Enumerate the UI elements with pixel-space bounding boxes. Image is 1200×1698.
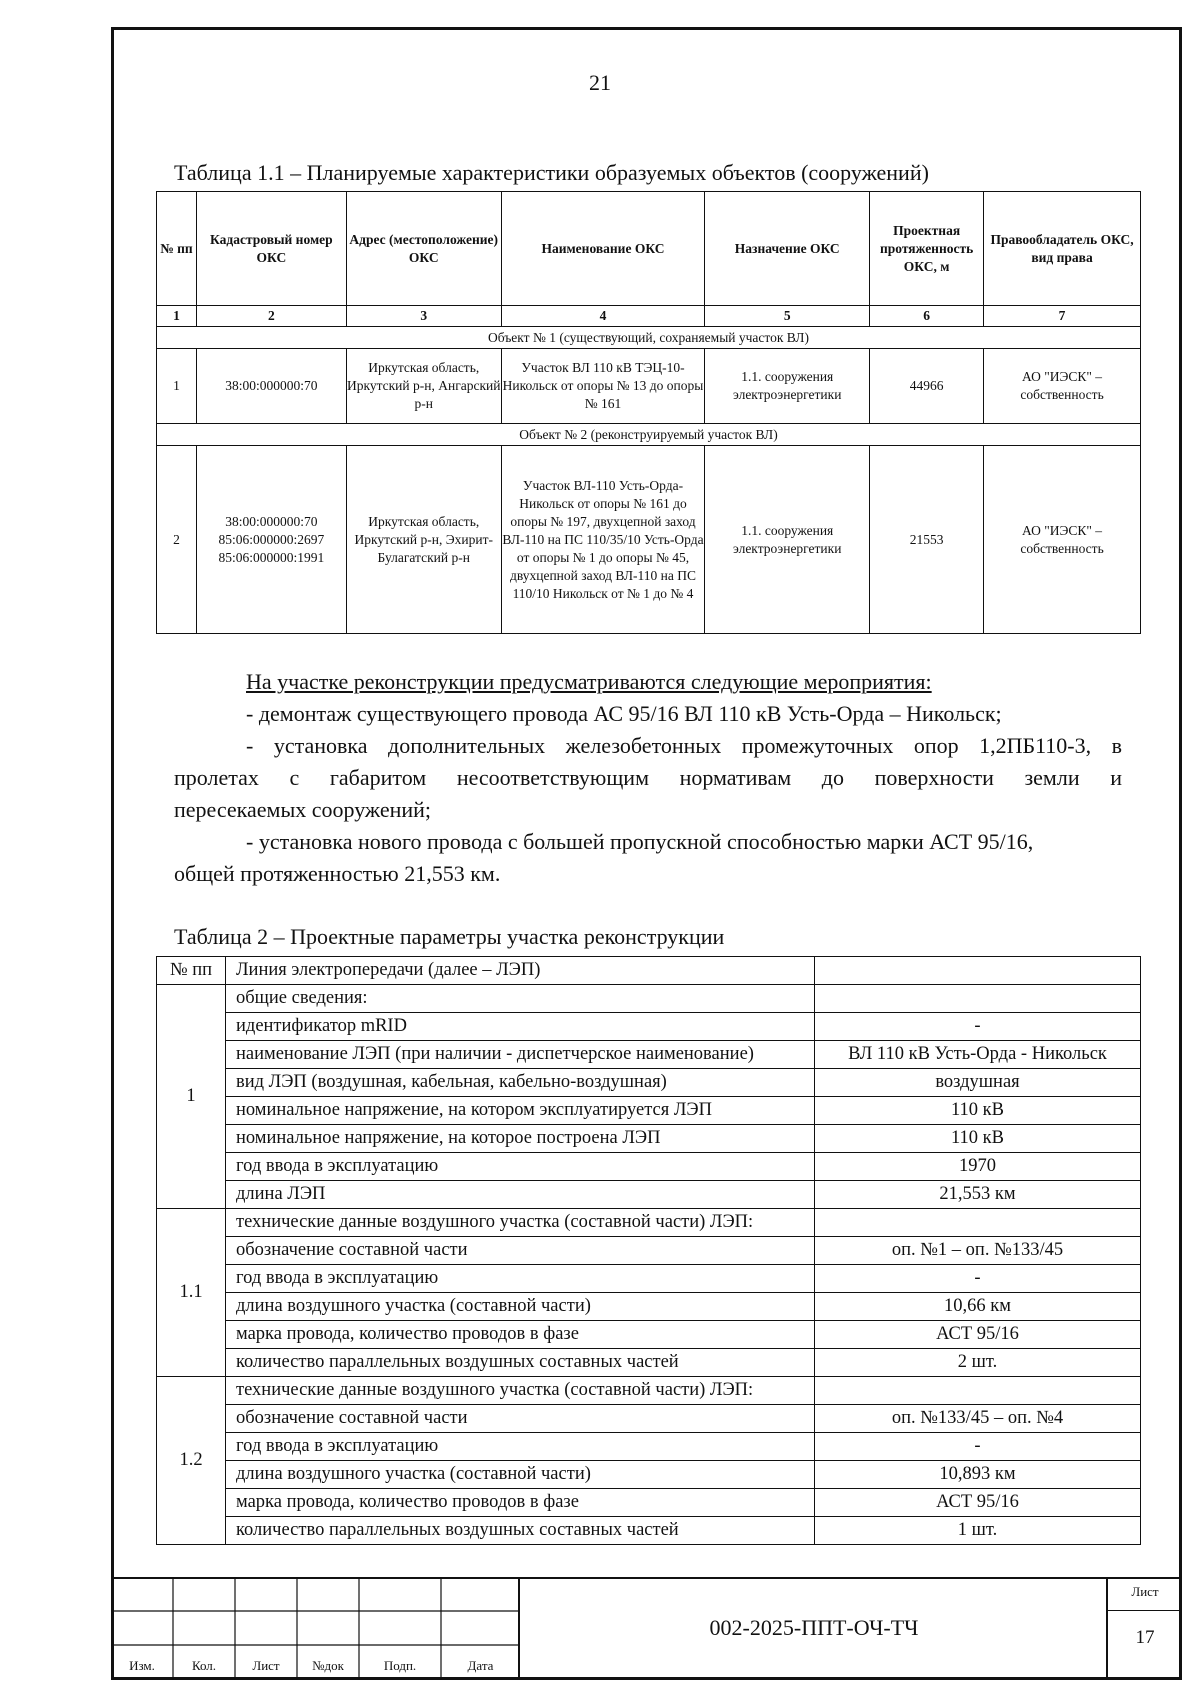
table2-param-name: марка провода, количество проводов в фазе	[226, 1321, 815, 1349]
table1-header-row	[157, 192, 1141, 306]
table1-cell: Участок ВЛ-110 Усть-Орда-Никольск от опоры № 161 до опоры № 197, двухцепной заход ВЛ-110 на ПС 110/35/10 Усть-Орда от опоры № 1 до опоры № 45, двухцепной заход ВЛ-110 на ПС 110/10 Никольск от № 1 до № 4	[501, 446, 705, 634]
table2-param-name: номинальное напряжение, на котором эксплуатируется ЛЭП	[226, 1097, 815, 1125]
table2-param-name: номинальное напряжение, на которое построена ЛЭП	[226, 1125, 815, 1153]
table2-group-num: 1	[157, 985, 226, 1209]
table2-param-value	[815, 985, 1141, 1013]
page-number: 21	[589, 70, 611, 95]
table1-column-number: 4	[501, 306, 705, 327]
table1-caption: Таблица 1.1 – Планируемые характеристики образуемых объектов (сооружений)	[174, 160, 929, 185]
table1-cell: 38:00:000000:70	[196, 349, 346, 424]
table2-param-name: технические данные воздушного участка (составной части) ЛЭП:	[226, 1209, 815, 1237]
table1-object1-label-row	[157, 327, 1141, 349]
stamp-label: Дата	[467, 1658, 494, 1673]
table1-object2-label-row	[157, 424, 1141, 446]
table1-header-cell: № пп	[157, 192, 197, 306]
stamp-label: Подп.	[383, 1658, 417, 1673]
body-text	[174, 666, 1122, 890]
table2-caption: Таблица 2 – Проектные параметры участка реконструкции	[174, 924, 725, 949]
table2-header-name: Линия электропередачи (далее – ЛЭП)	[226, 957, 815, 985]
table2-param-value: -	[815, 1433, 1141, 1461]
body-item: - демонтаж существующего провода АС 95/16 ВЛ 110 кВ Усть-Орда – Никольск;	[246, 701, 1002, 726]
table2-row	[157, 1097, 1141, 1125]
table1-cell: Иркутская область, Иркутский р-н, Эхирит-Булагатский р-н	[346, 446, 501, 634]
table2-param-value: -	[815, 1265, 1141, 1293]
table1-cell: Участок ВЛ 110 кВ ТЭЦ-10-Никольск от опоры № 13 до опоры № 161	[501, 349, 705, 424]
table2-param-value: 1970	[815, 1153, 1141, 1181]
table1-column-number: 1	[157, 306, 197, 327]
table2-row	[157, 1181, 1141, 1209]
stamp-label: №док	[312, 1658, 344, 1673]
table1-cell: Иркутская область, Иркутский р-н, Ангарский р-н	[346, 349, 501, 424]
table1-cell: 1.1. сооружения электроэнергетики	[705, 446, 870, 634]
table1-column-number: 6	[870, 306, 984, 327]
table2-row	[157, 1405, 1141, 1433]
table1-cell: 2	[157, 446, 197, 634]
body-item: - установка нового провода с большей пропускной способностью марки АСТ 95/16,	[246, 829, 1034, 854]
table1-column-number: 2	[196, 306, 346, 327]
table2-param-value: ВЛ 110 кВ Усть-Орда - Никольск	[815, 1041, 1141, 1069]
table1-column-number: 3	[346, 306, 501, 327]
table2-header-row	[157, 957, 1141, 985]
table2-row	[157, 1013, 1141, 1041]
body-item-continued: пролетах с габаритом несоответствующим нормативам до поверхности земли и	[174, 765, 1122, 790]
table1-header-cell: Адрес (местоположение) ОКС	[346, 192, 501, 306]
table1-row	[157, 349, 1141, 424]
table2-row	[157, 1125, 1141, 1153]
table2	[156, 956, 1141, 1545]
table2-param-value: оп. №133/45 – оп. №4	[815, 1405, 1141, 1433]
table2-param-value: АСТ 95/16	[815, 1321, 1141, 1349]
table2-row	[157, 1349, 1141, 1377]
table2-row	[157, 1041, 1141, 1069]
table2-param-name: год ввода в эксплуатацию	[226, 1153, 815, 1181]
table2-param-value: 10,893 км	[815, 1461, 1141, 1489]
table2-row	[157, 1293, 1141, 1321]
table2-param-value: -	[815, 1013, 1141, 1041]
table2-param-name: идентификатор mRID	[226, 1013, 815, 1041]
table2-header-value	[815, 957, 1141, 985]
table2-row	[157, 1237, 1141, 1265]
body-item-continued: пересекаемых сооружений;	[174, 797, 432, 822]
table2-param-name: длина воздушного участка (составной части)	[226, 1461, 815, 1489]
table1	[156, 191, 1141, 634]
table2-param-value: АСТ 95/16	[815, 1489, 1141, 1517]
table2-param-value: оп. №1 – оп. №133/45	[815, 1237, 1141, 1265]
table2-row	[157, 1517, 1141, 1545]
table1-cell: 44966	[870, 349, 984, 424]
body-item: - установка дополнительных железобетонных промежуточных опор 1,2ПБ110-3, в	[246, 733, 1122, 758]
table1-header-cell: Правообладатель ОКС, вид права	[984, 192, 1141, 306]
table2-param-name: вид ЛЭП (воздушная, кабельная, кабельно-воздушная)	[226, 1069, 815, 1097]
table1-cell: 1.1. сооружения электроэнергетики	[705, 349, 870, 424]
table2-row	[157, 1489, 1141, 1517]
table2-row	[157, 1153, 1141, 1181]
stamp-label: Лист	[252, 1658, 280, 1673]
table2-param-value: 1 шт.	[815, 1517, 1141, 1545]
table2-group-num: 1.2	[157, 1377, 226, 1545]
table1-cell: 1	[157, 349, 197, 424]
table1-header-cell: Наименование ОКС	[501, 192, 705, 306]
table2-param-name: общие сведения:	[226, 985, 815, 1013]
table1-column-number: 7	[984, 306, 1141, 327]
sheet-label: Лист	[1131, 1584, 1159, 1599]
table2-row	[157, 1377, 1141, 1405]
table2-param-name: марка провода, количество проводов в фазе	[226, 1489, 815, 1517]
table2-group-num: 1.1	[157, 1209, 226, 1377]
stamp-label: Кол.	[191, 1658, 217, 1673]
table2-param-name: год ввода в эксплуатацию	[226, 1433, 815, 1461]
table1-column-numbers-row	[157, 306, 1141, 327]
table2-row	[157, 985, 1141, 1013]
table1-header-cell: Проектная протяженность ОКС, м	[870, 192, 984, 306]
sheet-number: 17	[1135, 1627, 1155, 1648]
table1-row	[157, 446, 1141, 634]
table2-param-value: 2 шт.	[815, 1349, 1141, 1377]
table2-param-name: длина воздушного участка (составной части)	[226, 1293, 815, 1321]
table2-row	[157, 1321, 1141, 1349]
table2-param-name: количество параллельных воздушных составных частей	[226, 1517, 815, 1545]
table1-object1-label: Объект № 1 (существующий, сохраняемый участок ВЛ)	[157, 327, 1141, 349]
table1-cell: 21553	[870, 446, 984, 634]
table1-cell: АО "ИЭСК" – собственность	[984, 446, 1141, 634]
table2-row	[157, 1265, 1141, 1293]
table2-row	[157, 1433, 1141, 1461]
table2-param-name: обозначение составной части	[226, 1405, 815, 1433]
table1-cell: 38:00:000000:70 85:06:000000:2697 85:06:000000:1991	[196, 446, 346, 634]
table2-header-num: № пп	[157, 957, 226, 985]
table2-param-name: количество параллельных воздушных составных частей	[226, 1349, 815, 1377]
table2-param-name: обозначение составной части	[226, 1237, 815, 1265]
table2-param-value	[815, 1377, 1141, 1405]
table2-param-value: 110 кВ	[815, 1125, 1141, 1153]
table1-header-cell: Назначение ОКС	[705, 192, 870, 306]
table2-param-value	[815, 1209, 1141, 1237]
body-heading: На участке реконструкции предусматриваются следующие мероприятия:	[246, 669, 932, 694]
table2-param-value: 110 кВ	[815, 1097, 1141, 1125]
table2-param-name: наименование ЛЭП (при наличии - диспетчерское наименование)	[226, 1041, 815, 1069]
table2-row	[157, 1069, 1141, 1097]
table1-cell: АО "ИЭСК" – собственность	[984, 349, 1141, 424]
table2-param-value: 10,66 км	[815, 1293, 1141, 1321]
table1-header-cell: Кадастровый номер ОКС	[196, 192, 346, 306]
table2-param-name: технические данные воздушного участка (составной части) ЛЭП:	[226, 1377, 815, 1405]
table2-row	[157, 1461, 1141, 1489]
stamp-label: Изм.	[129, 1658, 155, 1673]
table2-param-value: 21,553 км	[815, 1181, 1141, 1209]
table1-object2-label: Объект № 2 (реконструируемый участок ВЛ)	[157, 424, 1141, 446]
body-item-continued: общей протяженностью 21,553 км.	[174, 861, 501, 886]
table2-param-name: год ввода в эксплуатацию	[226, 1265, 815, 1293]
table2-row	[157, 1209, 1141, 1237]
table2-param-value: воздушная	[815, 1069, 1141, 1097]
document-code: 002-2025-ППТ-ОЧ-ТЧ	[709, 1615, 919, 1640]
table1-column-number: 5	[705, 306, 870, 327]
table2-param-name: длина ЛЭП	[226, 1181, 815, 1209]
